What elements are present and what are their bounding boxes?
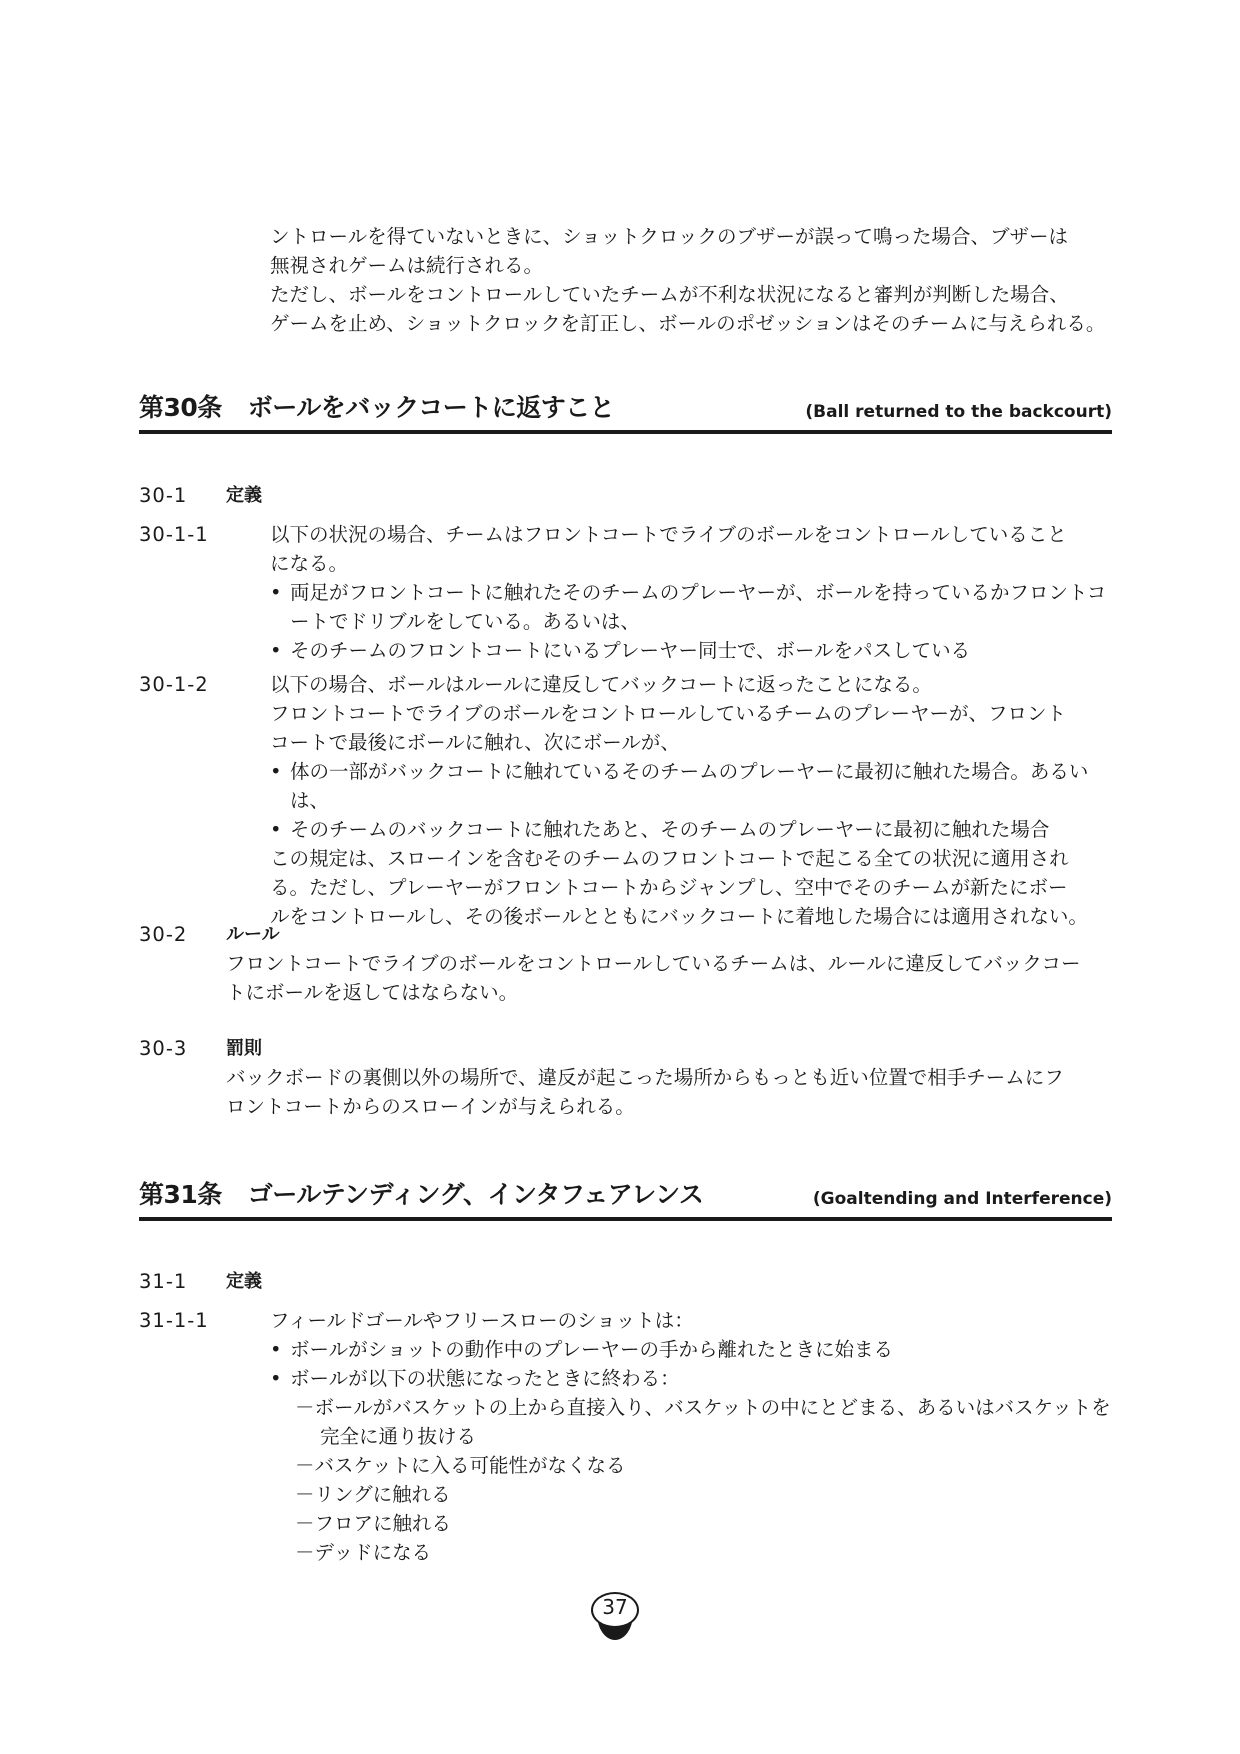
- section-number: 30-3: [139, 1037, 188, 1060]
- dash-item: [270, 1451, 1112, 1480]
- section-body: [270, 1306, 1112, 1567]
- section-number: 30-1: [139, 484, 188, 507]
- article-title-text: ボールをバックコートに返すこと: [247, 393, 615, 422]
- bullet-mark: •: [270, 1338, 282, 1361]
- article-31-title: [139, 1175, 703, 1211]
- dash-text: バスケットに入る可能性がなくなる: [314, 1454, 626, 1477]
- bullet-text: そのチームのフロントコートにいるプレーヤー同士で、ボールをパスしている: [290, 639, 971, 662]
- body-line: ロントコートからのスローインが与えられる。: [226, 1095, 635, 1118]
- section-heading: 定義: [226, 485, 262, 506]
- body-line: フロントコートでライブのボールをコントロールしているチームのプレーヤーが、フロント: [270, 702, 1066, 725]
- bullet-mark: •: [270, 639, 282, 662]
- body-line: ルをコントロールし、その後ボールとともにバックコートに着地した場合には適用されない。: [270, 905, 1088, 928]
- intro-line: 無視されゲームは続行される。: [270, 254, 544, 277]
- section-heading: ルール: [226, 924, 280, 945]
- page-number-badge: [591, 1592, 641, 1662]
- section-body: [270, 670, 1112, 931]
- bullet-item: [270, 1364, 1112, 1393]
- dash-item: [270, 1393, 1112, 1451]
- body-line: フィールドゴールやフリースローのショットは：: [270, 1309, 694, 1332]
- body-line: になる。: [270, 552, 349, 575]
- dash-item: [270, 1538, 1112, 1567]
- body-line: フロントコートでライブのボールをコントロールしているチームは、ルールに違反してバックコー: [226, 952, 1081, 975]
- section-number: 30-2: [139, 923, 188, 946]
- section-heading: 定義: [226, 1271, 262, 1292]
- article-31-english-title: (Goaltending and Interference): [812, 1189, 1112, 1209]
- intro-paragraph: [270, 222, 1110, 338]
- article-number: 第31条: [139, 1180, 222, 1209]
- intro-line: ントロールを得ていないときに、ショットクロックのブザーが誤って鳴った場合、ブザーは: [270, 225, 1068, 248]
- dash-mark: －: [295, 1454, 315, 1477]
- body-line: トにボールを返してはならない。: [226, 981, 519, 1004]
- bullet-text: そのチームのバックコートに触れたあと、そのチームのプレーヤーに最初に触れた場合: [290, 818, 1050, 841]
- body-line: コートで最後にボールに触れ、次にボールが、: [270, 731, 680, 754]
- section-number: 30-1-1: [139, 523, 209, 546]
- section-number: 30-1-2: [139, 673, 209, 696]
- body-line: 以下の状況の場合、チームはフロントコートでライブのボールをコントロールしていること: [270, 523, 1067, 546]
- section-body: [226, 1063, 1112, 1121]
- article-31-heading: [139, 1175, 1112, 1221]
- bullet-text: ボールが以下の状態になったときに終わる：: [290, 1367, 680, 1390]
- bullet-mark: •: [270, 760, 282, 783]
- bullet-item: [270, 1335, 1112, 1364]
- dash-mark: －: [295, 1483, 315, 1506]
- bullet-mark: •: [270, 581, 282, 604]
- bullet-mark: •: [270, 818, 282, 841]
- body-line: バックボードの裏側以外の場所で、違反が起こった場所からもっとも近い位置で相手チームにフ: [226, 1066, 1064, 1089]
- dash-text: フロアに触れる: [314, 1512, 452, 1535]
- bullet-item: [270, 636, 1112, 665]
- bullet-item: [270, 578, 1112, 636]
- bullet-text: 両足がフロントコートに触れたそのチームのプレーヤーが、ボールを持っているかフロントコートでドリブルをしている。あるいは、: [290, 581, 1107, 633]
- intro-line: ただし、ボールをコントロールしていたチームが不利な状況になると審判が判断した場合、: [270, 283, 1069, 306]
- article-title-text: ゴールテンディング、インタフェアレンス: [247, 1180, 704, 1209]
- body-line: この規定は、スローインを含むそのチームのフロントコートで起こる全ての状況に適用され: [270, 847, 1069, 870]
- bullet-text: 体の一部がバックコートに触れているそのチームのプレーヤーに最初に触れた場合。あるいは、: [290, 760, 1089, 812]
- page-number: 37: [602, 1595, 628, 1619]
- article-30-heading: [139, 388, 1112, 434]
- section-number: 31-1-1: [139, 1309, 209, 1332]
- dash-mark: －: [295, 1512, 315, 1535]
- dash-text: デッドになる: [314, 1541, 432, 1564]
- bullet-item: [270, 757, 1112, 815]
- dash-mark: －: [295, 1541, 315, 1564]
- body-line: る。ただし、プレーヤーがフロントコートからジャンプし、空中でそのチームが新たにボー: [270, 876, 1068, 899]
- article-30-english-title: (Ball returned to the backcourt): [805, 402, 1112, 422]
- dash-item: [270, 1480, 1112, 1509]
- dash-text: ボールがバスケットの上から直接入り、バスケットの中にとどまる、あるいはバスケットを完全に通り抜ける: [314, 1396, 1111, 1448]
- intro-line: ゲームを止め、ショットクロックを訂正し、ボールのポゼッションはそのチームに与えられる。: [270, 312, 1106, 335]
- article-30-title: [139, 388, 614, 424]
- article-number: 第30条: [139, 393, 222, 422]
- bullet-item: [270, 815, 1112, 844]
- section-number: 31-1: [139, 1270, 188, 1293]
- dash-item: [270, 1509, 1112, 1538]
- section-heading: 罰則: [226, 1038, 262, 1059]
- section-body: [226, 949, 1112, 1007]
- section-body: [270, 520, 1112, 665]
- dash-text: リングに触れる: [314, 1483, 451, 1506]
- body-line: 以下の場合、ボールはルールに違反してバックコートに返ったことになる。: [270, 673, 932, 696]
- dash-mark: －: [295, 1396, 315, 1419]
- bullet-mark: •: [270, 1367, 282, 1390]
- bullet-text: ボールがショットの動作中のプレーヤーの手から離れたときに始まる: [290, 1338, 893, 1361]
